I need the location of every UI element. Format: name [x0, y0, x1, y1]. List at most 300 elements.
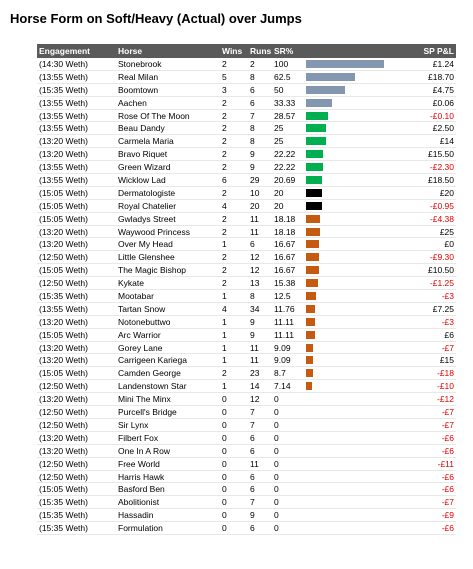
- engagement-cell: (12:50 Weth): [39, 458, 88, 469]
- pl-cell: £18.70: [428, 71, 454, 82]
- runs-cell: 12: [250, 265, 260, 276]
- table-row: [37, 174, 456, 187]
- runs-cell: 6: [250, 239, 255, 250]
- pl-cell: -£3: [441, 291, 454, 302]
- engagement-cell: (13:55 Weth): [39, 71, 88, 82]
- sr-cell: 33.33: [274, 97, 296, 108]
- table-row: [37, 393, 456, 406]
- wins-cell: 5: [222, 71, 227, 82]
- sr-bar: [306, 112, 328, 120]
- wins-cell: 0: [222, 510, 227, 521]
- sr-bar-cell: [305, 303, 387, 315]
- runs-cell: 6: [250, 523, 255, 534]
- table-row: [37, 187, 456, 200]
- pl-cell: -£7: [441, 497, 454, 508]
- horse-cell: Little Glenshee: [118, 252, 175, 263]
- pl-cell: -£6: [441, 471, 454, 482]
- sr-cell: 25: [274, 123, 284, 134]
- horse-cell: Purcell's Bridge: [118, 407, 177, 418]
- engagement-cell: (15:05 Weth): [39, 368, 88, 379]
- sr-bar: [306, 137, 326, 145]
- engagement-cell: (13:20 Weth): [39, 445, 88, 456]
- table-row: [37, 213, 456, 226]
- table-row: [37, 496, 456, 509]
- horse-cell: Abolitionist: [118, 497, 160, 508]
- horse-cell: Notonebuttwo: [118, 316, 171, 327]
- sr-bar: [306, 150, 323, 158]
- sr-cell: 20.69: [274, 175, 296, 186]
- wins-cell: 1: [222, 329, 227, 340]
- table-row: [37, 161, 456, 174]
- sr-bar: [306, 215, 320, 223]
- sr-cell: 9.09: [274, 355, 291, 366]
- sr-bar-cell: [305, 277, 387, 289]
- table-row: [37, 354, 456, 367]
- sr-cell: 0: [274, 523, 279, 534]
- sr-bar: [306, 318, 315, 326]
- engagement-cell: (13:20 Weth): [39, 316, 88, 327]
- horse-cell: Hassadin: [118, 510, 154, 521]
- sr-cell: 22.22: [274, 149, 296, 160]
- pl-cell: -£11: [437, 458, 454, 469]
- pl-cell: £4.75: [432, 84, 454, 95]
- wins-cell: 6: [222, 175, 227, 186]
- engagement-cell: (15:35 Weth): [39, 291, 88, 302]
- wins-cell: 0: [222, 471, 227, 482]
- pl-cell: -£4.38: [429, 213, 454, 224]
- sr-cell: 50: [274, 84, 284, 95]
- sr-bar: [306, 202, 322, 210]
- engagement-cell: (12:50 Weth): [39, 419, 88, 430]
- sr-cell: 28.57: [274, 110, 296, 121]
- engagement-cell: (14:30 Weth): [39, 59, 88, 69]
- sr-cell: 7.14: [274, 381, 291, 392]
- header-bar: [305, 44, 387, 58]
- wins-cell: 2: [222, 252, 227, 263]
- table-row: [37, 471, 456, 484]
- horse-cell: One In A Row: [118, 445, 170, 456]
- wins-cell: 2: [222, 59, 227, 69]
- wins-cell: 2: [222, 265, 227, 276]
- wins-cell: 2: [222, 226, 227, 237]
- runs-cell: 7: [250, 407, 255, 418]
- wins-cell: 2: [222, 123, 227, 134]
- table-row: [37, 122, 456, 135]
- sr-bar-cell: [305, 84, 387, 96]
- sr-bar: [306, 369, 313, 377]
- horse-cell: Beau Dandy: [118, 123, 165, 134]
- wins-cell: 4: [222, 303, 227, 314]
- pl-cell: -£7: [441, 342, 454, 353]
- sr-bar: [306, 60, 384, 68]
- header-horse: Horse: [118, 46, 143, 56]
- horse-cell: Wicklow Lad: [118, 175, 166, 186]
- sr-bar-cell: [305, 406, 387, 418]
- sr-bar: [306, 163, 323, 171]
- wins-cell: 4: [222, 200, 227, 211]
- table-row: [37, 110, 456, 123]
- pl-cell: -£7: [441, 407, 454, 418]
- runs-cell: 11: [250, 226, 259, 237]
- engagement-cell: (13:20 Weth): [39, 342, 88, 353]
- table-row: [37, 329, 456, 342]
- runs-cell: 12: [250, 252, 260, 263]
- sr-cell: 0: [274, 445, 279, 456]
- runs-cell: 2: [250, 59, 255, 69]
- pl-cell: £15.50: [428, 149, 454, 160]
- page-title: Horse Form on Soft/Heavy (Actual) over Jumps: [10, 11, 302, 26]
- header-wins: Wins: [222, 46, 243, 56]
- table-row: [37, 380, 456, 393]
- pl-cell: -£6: [441, 484, 454, 495]
- runs-cell: 8: [250, 71, 255, 82]
- horse-cell: Harris Hawk: [118, 471, 165, 482]
- wins-cell: 2: [222, 110, 227, 121]
- engagement-cell: (13:20 Weth): [39, 355, 88, 366]
- pl-cell: -£0.95: [429, 200, 454, 211]
- sr-bar-cell: [305, 187, 387, 199]
- pl-cell: -£6: [441, 523, 454, 534]
- table-row: [37, 432, 456, 445]
- sr-bar-cell: [305, 226, 387, 238]
- pl-cell: £0.06: [432, 97, 454, 108]
- runs-cell: 8: [250, 123, 255, 134]
- table-row: [37, 97, 456, 110]
- engagement-cell: (13:20 Weth): [39, 149, 88, 160]
- horse-cell: Boomtown: [118, 84, 159, 95]
- sr-cell: 0: [274, 471, 279, 482]
- pl-cell: -£0.10: [429, 110, 454, 121]
- horse-cell: Rose Of The Moon: [118, 110, 190, 121]
- sr-bar-cell: [305, 200, 387, 212]
- engagement-cell: (12:50 Weth): [39, 278, 88, 289]
- pl-cell: -£7: [441, 419, 454, 430]
- engagement-cell: (15:05 Weth): [39, 213, 88, 224]
- horse-cell: Mini The Minx: [118, 394, 171, 405]
- engagement-cell: (15:05 Weth): [39, 329, 88, 340]
- table-body: [37, 58, 456, 535]
- horse-cell: Mootabar: [118, 291, 154, 302]
- sr-bar-cell: [305, 161, 387, 173]
- runs-cell: 6: [250, 471, 255, 482]
- runs-cell: 13: [250, 278, 260, 289]
- wins-cell: 2: [222, 136, 227, 147]
- runs-cell: 9: [250, 162, 255, 173]
- sr-cell: 12.5: [274, 291, 291, 302]
- sr-bar-cell: [305, 71, 387, 83]
- table-row: [37, 509, 456, 522]
- pl-cell: -£1.25: [429, 278, 454, 289]
- engagement-cell: (12:50 Weth): [39, 407, 88, 418]
- wins-cell: 2: [222, 162, 227, 173]
- pl-cell: £6: [444, 329, 454, 340]
- sr-bar-cell: [305, 496, 387, 508]
- sr-bar-cell: [305, 110, 387, 122]
- sr-cell: 0: [274, 484, 279, 495]
- sr-bar: [306, 279, 318, 287]
- pl-cell: -£9.30: [429, 252, 454, 263]
- wins-cell: 1: [222, 381, 227, 392]
- engagement-cell: (13:55 Weth): [39, 97, 88, 108]
- wins-cell: 1: [222, 239, 227, 250]
- wins-cell: 1: [222, 342, 227, 353]
- wins-cell: 2: [222, 368, 227, 379]
- sr-bar-cell: [305, 135, 387, 147]
- sr-cell: 11.11: [274, 316, 295, 327]
- horse-cell: Landenstown Star: [118, 381, 187, 392]
- sr-bar: [306, 292, 316, 300]
- header-engagement: Engagement: [39, 46, 91, 56]
- sr-cell: 0: [274, 407, 279, 418]
- horse-cell: Tartan Snow: [118, 303, 166, 314]
- sr-cell: 25: [274, 136, 284, 147]
- sr-bar-cell: [305, 393, 387, 405]
- horse-cell: Royal Chatelier: [118, 200, 177, 211]
- sr-bar: [306, 86, 345, 94]
- engagement-cell: (15:35 Weth): [39, 523, 88, 534]
- sr-bar-cell: [305, 367, 387, 379]
- engagement-cell: (13:55 Weth): [39, 110, 88, 121]
- wins-cell: 0: [222, 432, 227, 443]
- table-row: [37, 367, 456, 380]
- sr-bar-cell: [305, 483, 387, 495]
- table-row: [37, 238, 456, 251]
- engagement-cell: (13:20 Weth): [39, 432, 88, 443]
- horse-cell: Free World: [118, 458, 160, 469]
- sr-bar: [306, 73, 355, 81]
- runs-cell: 11: [250, 213, 259, 224]
- sr-bar: [306, 356, 313, 364]
- pl-cell: £7.25: [432, 303, 454, 314]
- engagement-cell: (13:20 Weth): [39, 226, 88, 237]
- table-row: [37, 148, 456, 161]
- runs-cell: 9: [250, 329, 255, 340]
- runs-cell: 29: [250, 175, 260, 186]
- wins-cell: 2: [222, 149, 227, 160]
- sr-bar: [306, 124, 326, 132]
- form-table: [37, 44, 456, 535]
- pl-cell: -£10: [436, 381, 454, 392]
- table-row: [37, 84, 456, 97]
- horse-cell: Formulation: [118, 523, 163, 534]
- sr-bar: [306, 253, 319, 261]
- runs-cell: 12: [250, 394, 260, 405]
- wins-cell: 0: [222, 458, 227, 469]
- engagement-cell: (13:20 Weth): [39, 136, 88, 147]
- table-row: [37, 251, 456, 264]
- sr-bar: [306, 266, 319, 274]
- runs-cell: 14: [250, 381, 260, 392]
- sr-bar: [306, 240, 319, 248]
- horse-cell: Carmela Maria: [118, 136, 174, 147]
- horse-cell: Basford Ben: [118, 484, 165, 495]
- runs-cell: 9: [250, 149, 255, 160]
- engagement-cell: (15:05 Weth): [39, 200, 88, 211]
- runs-cell: 7: [250, 419, 255, 430]
- engagement-cell: (13:55 Weth): [39, 303, 88, 314]
- sr-cell: 18.18: [274, 226, 296, 237]
- sr-cell: 20: [274, 187, 284, 198]
- sr-bar: [306, 331, 315, 339]
- sr-bar: [306, 228, 320, 236]
- sr-bar-cell: [305, 122, 387, 134]
- horse-cell: Kykate: [118, 278, 144, 289]
- sr-cell: 0: [274, 432, 279, 443]
- sr-bar-cell: [305, 342, 387, 354]
- sr-bar-cell: [305, 432, 387, 444]
- table-row: [37, 419, 456, 432]
- pl-cell: £15: [439, 355, 454, 366]
- sr-cell: 16.67: [274, 252, 296, 263]
- engagement-cell: (15:35 Weth): [39, 497, 88, 508]
- sr-bar-cell: [305, 238, 387, 250]
- runs-cell: 8: [250, 291, 255, 302]
- sr-bar-cell: [305, 458, 387, 470]
- table-row: [37, 406, 456, 419]
- runs-cell: 6: [250, 97, 255, 108]
- sr-cell: 16.67: [274, 265, 296, 276]
- runs-cell: 8: [250, 136, 255, 147]
- sr-bar-cell: [305, 509, 387, 521]
- engagement-cell: (13:20 Weth): [39, 394, 88, 405]
- sr-cell: 0: [274, 419, 279, 430]
- pl-cell: -£12: [436, 394, 454, 405]
- horse-cell: Bravo Riquet: [118, 149, 168, 160]
- pl-cell: £18.50: [428, 175, 454, 186]
- wins-cell: 1: [222, 291, 227, 302]
- sr-bar-cell: [305, 174, 387, 186]
- sr-bar-cell: [305, 264, 387, 276]
- table-row: [37, 277, 456, 290]
- table-row: [37, 71, 456, 84]
- horse-cell: Filbert Fox: [118, 432, 159, 443]
- pl-cell: £25: [439, 226, 454, 237]
- wins-cell: 1: [222, 355, 227, 366]
- sr-cell: 18.18: [274, 213, 296, 224]
- engagement-cell: (15:05 Weth): [39, 187, 88, 198]
- table-header: [37, 44, 456, 58]
- runs-cell: 7: [250, 497, 255, 508]
- wins-cell: 0: [222, 394, 227, 405]
- sr-bar-cell: [305, 316, 387, 328]
- sr-cell: 100: [274, 59, 289, 69]
- sr-cell: 8.7: [274, 368, 286, 379]
- sr-bar-cell: [305, 290, 387, 302]
- wins-cell: 2: [222, 97, 227, 108]
- sr-cell: 0: [274, 458, 279, 469]
- sr-bar: [306, 189, 322, 197]
- header-runs: Runs: [250, 46, 272, 56]
- table-row: [37, 458, 456, 471]
- pl-cell: -£18: [436, 368, 454, 379]
- sr-bar-cell: [305, 213, 387, 225]
- wins-cell: 2: [222, 278, 227, 289]
- runs-cell: 7: [250, 110, 255, 121]
- sr-cell: 11.76: [274, 303, 295, 314]
- horse-cell: Sir Lynx: [118, 419, 149, 430]
- sr-bar-cell: [305, 251, 387, 263]
- engagement-cell: (13:55 Weth): [39, 123, 88, 134]
- table-row: [37, 483, 456, 496]
- table-row: [37, 522, 456, 535]
- wins-cell: 0: [222, 407, 227, 418]
- header-pl: SP P&L: [423, 46, 454, 56]
- table-row: [37, 342, 456, 355]
- pl-cell: -£2.30: [429, 162, 454, 173]
- sr-cell: 20: [274, 200, 284, 211]
- runs-cell: 11: [250, 458, 259, 469]
- engagement-cell: (15:35 Weth): [39, 510, 88, 521]
- pl-cell: £20: [439, 187, 454, 198]
- horse-cell: Over My Head: [118, 239, 173, 250]
- table-row: [37, 135, 456, 148]
- wins-cell: 2: [222, 213, 227, 224]
- horse-cell: Carrigeen Kariega: [118, 355, 187, 366]
- runs-cell: 11: [250, 355, 259, 366]
- sr-cell: 0: [274, 510, 279, 521]
- horse-cell: Real Milan: [118, 71, 159, 82]
- sr-bar-cell: [305, 329, 387, 341]
- engagement-cell: (15:05 Weth): [39, 484, 88, 495]
- sr-cell: 11.11: [274, 329, 295, 340]
- horse-cell: Arc Warrior: [118, 329, 161, 340]
- engagement-cell: (12:50 Weth): [39, 252, 88, 263]
- sr-cell: 0: [274, 394, 279, 405]
- sr-bar: [306, 344, 313, 352]
- engagement-cell: (13:20 Weth): [39, 239, 88, 250]
- pl-cell: £1.24: [432, 59, 454, 69]
- horse-cell: Dermatologiste: [118, 187, 176, 198]
- table-row: [37, 58, 456, 71]
- engagement-cell: (15:35 Weth): [39, 84, 88, 95]
- runs-cell: 6: [250, 484, 255, 495]
- sr-bar-cell: [305, 445, 387, 457]
- wins-cell: 0: [222, 523, 227, 534]
- sr-bar: [306, 305, 315, 313]
- table-row: [37, 316, 456, 329]
- sr-bar-cell: [305, 419, 387, 431]
- horse-cell: Gwladys Street: [118, 213, 176, 224]
- table-row: [37, 226, 456, 239]
- sr-bar-cell: [305, 522, 387, 534]
- horse-cell: Camden George: [118, 368, 181, 379]
- sr-bar-cell: [305, 58, 387, 70]
- sr-bar: [306, 382, 312, 390]
- table-row: [37, 200, 456, 213]
- horse-cell: Green Wizard: [118, 162, 171, 173]
- sr-bar: [306, 99, 332, 107]
- horse-cell: Aachen: [118, 97, 147, 108]
- pl-cell: -£9: [441, 510, 454, 521]
- pl-cell: £0: [444, 239, 454, 250]
- sr-cell: 62.5: [274, 71, 291, 82]
- table-row: [37, 445, 456, 458]
- wins-cell: 0: [222, 419, 227, 430]
- sr-cell: 16.67: [274, 239, 296, 250]
- pl-cell: £2.50: [432, 123, 454, 134]
- runs-cell: 34: [250, 303, 260, 314]
- engagement-cell: (12:50 Weth): [39, 381, 88, 392]
- runs-cell: 6: [250, 445, 255, 456]
- engagement-cell: (13:55 Weth): [39, 162, 88, 173]
- horse-cell: Waywood Princess: [118, 226, 190, 237]
- runs-cell: 23: [250, 368, 260, 379]
- sr-bar: [306, 176, 322, 184]
- sr-bar-cell: [305, 380, 387, 392]
- sr-cell: 22.22: [274, 162, 296, 173]
- runs-cell: 6: [250, 432, 255, 443]
- pl-cell: £14: [439, 136, 454, 147]
